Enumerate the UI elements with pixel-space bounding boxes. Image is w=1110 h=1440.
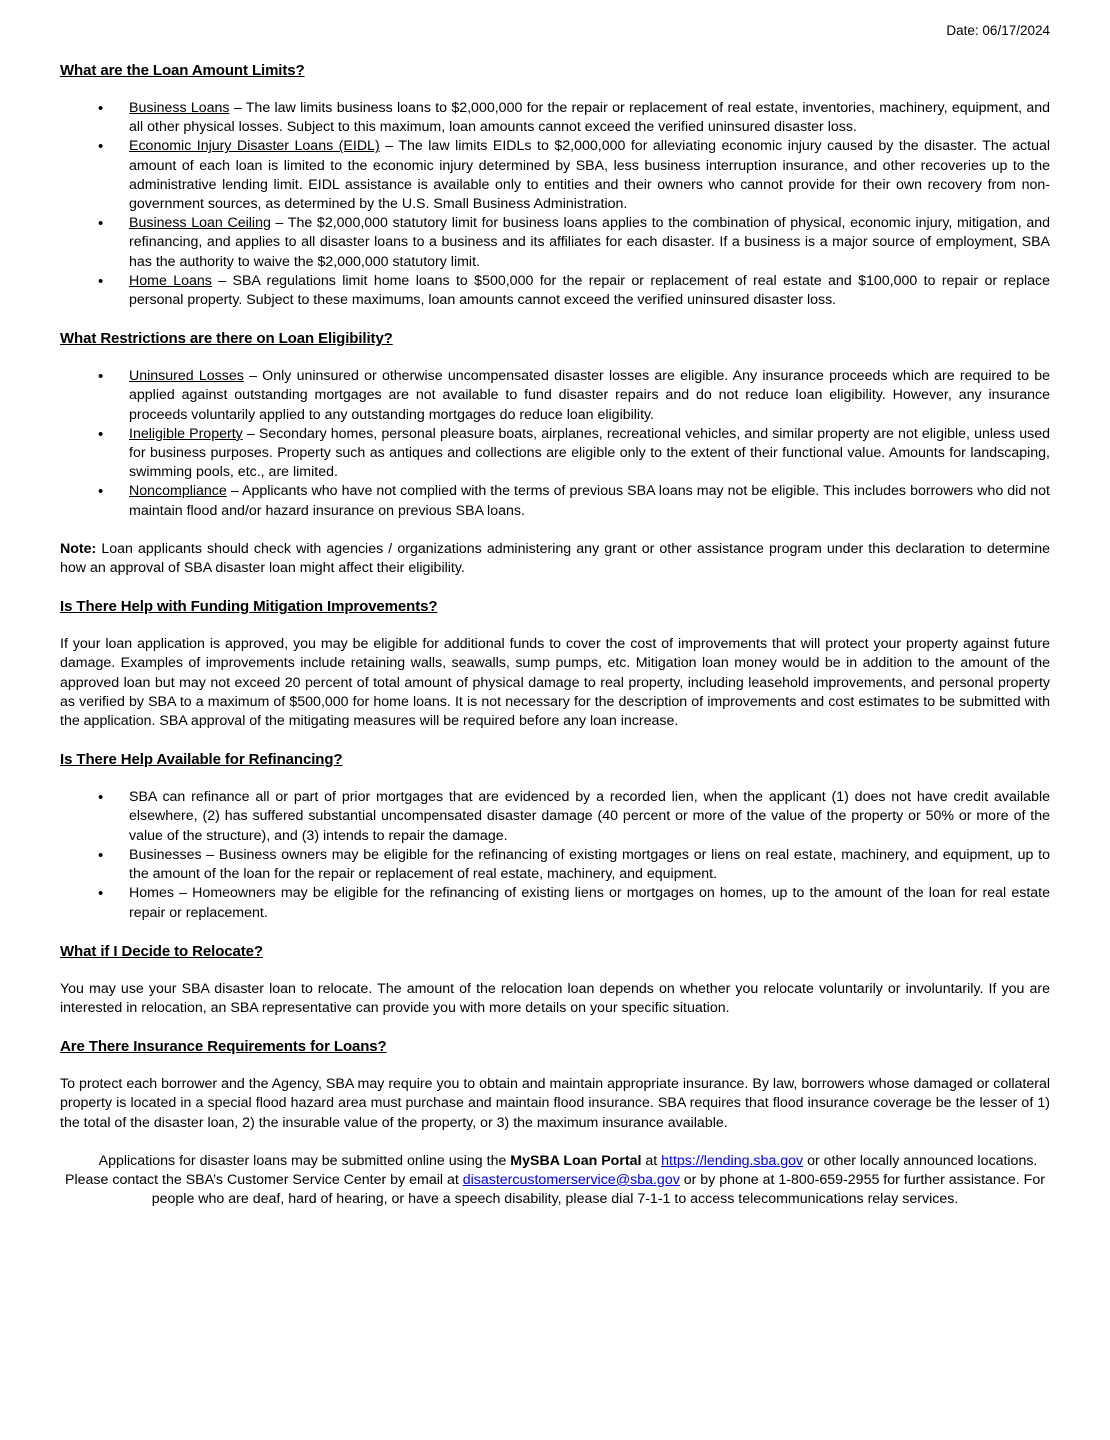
bullet-term: Economic Injury Disaster Loans (EIDL) xyxy=(129,138,380,155)
list-item xyxy=(60,788,1050,846)
bullet-text: – Applicants who have not complied with the terms of previous SBA loans may not be eligible. This includes borrowers who did not maintain flood and/or hazard insurance on previous SBA loans. xyxy=(129,483,1050,519)
list-item xyxy=(60,272,1050,310)
spacer xyxy=(60,616,1050,635)
section-heading-mitigation: Is There Help with Funding Mitigation Improvements? xyxy=(60,598,438,616)
section-heading-loan-amount-limits: What are the Loan Amount Limits? xyxy=(60,62,305,79)
spacer xyxy=(60,1133,1050,1152)
list-item xyxy=(60,367,1050,425)
spacer xyxy=(60,521,1050,540)
bullet-term: Uninsured Losses xyxy=(129,368,244,385)
spacer xyxy=(60,1056,1050,1075)
section-heading-loan-eligibility: What Restrictions are there on Loan Eligibility? xyxy=(60,330,393,348)
footer-text-part2: at xyxy=(641,1152,662,1169)
bullet-term: Homes xyxy=(129,885,174,902)
section-heading-insurance: Are There Insurance Requirements for Loans? xyxy=(60,1038,387,1056)
spacer xyxy=(60,961,1050,980)
section-heading-refinancing: Is There Help Available for Refinancing? xyxy=(60,751,343,769)
bullet-text: – Business owners may be eligible for the refinancing of existing mortgages or liens on real estate, machinery, and equipment, up to the amount of the loan for the repair or replacement of real estate, machinery, and equipment. xyxy=(129,846,1050,883)
footer-text-part1: Applications for disaster loans may be submitted online using the xyxy=(98,1152,511,1169)
bullet-term: Home Loans xyxy=(129,272,212,289)
bullet-text: – The law limits EIDLs to $2,000,000 for alleviating economic injury caused by the disaster. The actual amount of each loan is limited to the economic injury determined by SBA, less business interruption insurance, and other recoveries up to the administrative lending limit. EIDL assistance is available only to entities and their owners who cannot provide for their own recovery from non-government sources, as determined by the U.S. Small Business Administration. xyxy=(129,138,1051,213)
relocate-paragraph: You may use your SBA disaster loan to relocate. The amount of the relocation loan depends on whether you relocate voluntarily or involuntarily. If you are interested in relocation, an SBA representative can provide you with more details on your specific situation. xyxy=(60,980,1050,1016)
spacer xyxy=(60,310,1050,329)
section-heading-relocate: What if I Decide to Relocate? xyxy=(60,942,263,960)
note-text: Loan applicants should check with agencies / organizations administering any grant or other assistance program under this declaration to determine how an approval of SBA disaster loan might affect their eligibility. xyxy=(60,540,1050,577)
bullet-text: – The $2,000,000 statutory limit for business loans applies to the combination of physical, economic injury, mitigation, and refinancing, and applies to all disaster loans to a business and its affiliates for each disaster. If a business is a major source of employment, SBA has the authority to waive the $2,000,000 statutory limit. xyxy=(129,215,1050,270)
bullet-text: – Homeowners may be eligible for the refinancing of existing liens or mortgages on homes, up to the amount of the loan for real estate repair or replacement. xyxy=(129,885,1050,921)
mysba-loan-portal-label: MySBA Loan Portal xyxy=(510,1152,642,1169)
spacer xyxy=(60,769,1050,788)
bullet-text: – SBA regulations limit home loans to $500,000 for the repair or replacement of real estate and $100,000 to repair or replace personal property. Subject to these maximums, loan amounts cannot exceed the verified uninsured disaster loss. xyxy=(129,272,1050,309)
list-item xyxy=(60,884,1050,922)
date-line: Date: 06/17/2024 xyxy=(946,23,1050,38)
bullet-list-loan-eligibility xyxy=(60,367,1050,521)
note-paragraph xyxy=(60,540,1050,578)
bullet-term: Ineligible Property xyxy=(129,425,243,442)
list-item xyxy=(60,214,1050,272)
spacer xyxy=(60,923,1050,942)
bullet-term: Businesses xyxy=(129,846,202,863)
bullet-term: Noncompliance xyxy=(129,483,227,500)
list-item xyxy=(60,846,1050,884)
list-item xyxy=(60,99,1050,137)
spacer xyxy=(60,1018,1050,1037)
footer-paragraph xyxy=(60,1152,1050,1210)
spacer xyxy=(60,731,1050,750)
note-label: Note: xyxy=(60,540,97,557)
footer-text-part3: or other locally announced locations. Please contact the SBA’s Customer Service Center by email at xyxy=(65,1152,1038,1188)
bullet-term: Business Loans xyxy=(129,100,230,116)
insurance-paragraph: To protect each borrower and the Agency, SBA may require you to obtain and maintain appropriate insurance. By law, borrowers whose damaged or collateral property is located in a special flood hazard area must purchase and maintain flood insurance. SBA requires that flood insurance coverage be the lesser of 1) the total of the disaster loan, 2) the insurable value of the property, or 3) the maximum insurance available. xyxy=(60,1076,1050,1131)
bullet-text: SBA can refinance all or part of prior mortgages that are evidenced by a recorded lien, when the applicant (1) does not have credit available elsewhere, (2) has suffered substantial uncompensated disaster damage (40 percent or more of the value of the property or 50% or more of the value of the structure), and (3) intends to repair the damage. xyxy=(129,789,1050,844)
lending-portal-link[interactable]: https://lending.sba.gov xyxy=(661,1152,804,1169)
mitigation-paragraph: If your loan application is approved, you may be eligible for additional funds to cover the cost of improvements that will protect your property against future damage. Examples of improvements include retaining walls, seawalls, sump pumps, etc. Mitigation loan money would be in addition to the amount of the approved loan but may not exceed 20 percent of total amount of physical damage to real property, including leasehold improvements, and personal property as verified by SBA to a maximum of $500,000 for home loans. It is not necessary for the description of improvements and cost estimates to be submitted with the application. SBA approval of the mitigating measures will be required before any loan increase. xyxy=(60,636,1050,730)
footer-text-part4: or by phone at 1-800-659-2955 for further assistance. For people who are deaf, hard of hearing, or have a speech disability, please dial 7-1-1 to access telecommunications relay services. xyxy=(151,1171,1045,1208)
spacer xyxy=(60,348,1050,367)
bullet-list-loan-amount-limits xyxy=(60,99,1050,310)
list-item xyxy=(60,482,1050,520)
bullet-text: – Only uninsured or otherwise uncompensated disaster losses are eligible. Any insurance proceeds which are required to be applied against outstanding mortgages are not available to fund disaster repairs and do not reduce loan eligibility. However, any insurance proceeds voluntarily applied to any outstanding mortgages do reduce loan eligibility. xyxy=(129,368,1050,423)
bullet-term: Business Loan Ceiling xyxy=(129,215,271,232)
spacer xyxy=(60,578,1050,597)
spacer xyxy=(60,80,1050,99)
bullet-list-refinancing xyxy=(60,788,1050,922)
bullet-text: – Secondary homes, personal pleasure boats, airplanes, recreational vehicles, and similar property are not eligible, unless used for business purposes. Property such as antiques and collections are eligible only to the extent of their functional value. Amounts for landscaping, swimming pools, etc., are limited. xyxy=(129,425,1050,481)
disaster-customer-service-email-link[interactable]: disastercustomerservice@sba.gov xyxy=(462,1171,680,1188)
list-item xyxy=(60,137,1050,214)
bullet-text: – The law limits business loans to $2,000,000 for the repair or replacement of real estate, inventories, machinery, equipment, and all other physical losses. Subject to this maximum, loan amounts cannot exceed the verified uninsured disaster loss. xyxy=(129,100,1050,136)
list-item xyxy=(60,425,1050,483)
